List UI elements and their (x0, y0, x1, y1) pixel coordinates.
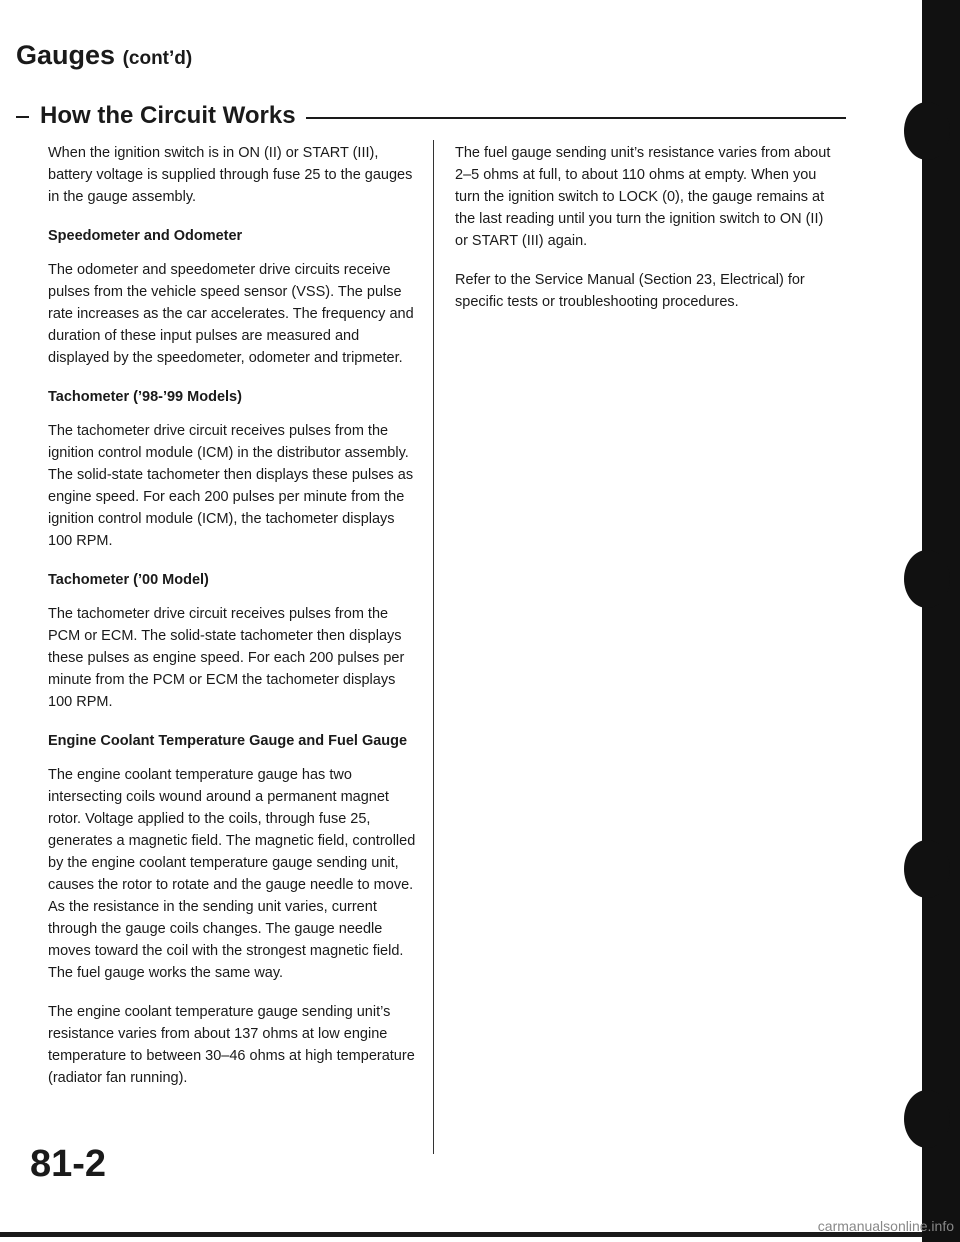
column-divider (433, 140, 434, 1154)
speedometer-paragraph: The odometer and speedometer drive circuits receive pulses from the vehicle speed sensor (VSS). The pulse rate increases as the car accelerates. The frequency and duration of these input pulses are measured and displayed by the speedometer, odometer and tripmeter. (48, 262, 414, 366)
tachometer-98-99-paragraph: The tachometer drive circuit receives pulses from the ignition control module (ICM) in the distributor assembly. The solid-state tachometer then displays these pulses as engine speed. For each 200 pulses per minute from the ignition control module (ICM), the tachometer displays 100 RPM. (48, 423, 414, 549)
section-rule (306, 117, 846, 119)
section-tab-marker (904, 1090, 950, 1148)
section-tab-marker (904, 840, 950, 898)
page-number: 81-2 (30, 1143, 107, 1185)
tachometer-00-heading: Tachometer (’00 Model) (48, 572, 209, 588)
tachometer-00-paragraph: The tachometer drive circuit receives pulses from the PCM or ECM. The solid-state tachometer then displays these pulses as engine speed. For each 200 pulses per minute from the PCM or ECM the tachometer displays 100 RPM. (48, 606, 405, 710)
speedometer-heading: Speedometer and Odometer (48, 228, 243, 244)
intro-paragraph: When the ignition switch is in ON (II) or START (III), battery voltage is supplied through fuse 25 to the gauges in the gauge assembly. (48, 145, 413, 205)
service-manual-reference: Refer to the Service Manual (Section 23, Electrical) for specific tests or troubleshooting procedures. (455, 272, 805, 310)
bottom-rule (0, 1232, 960, 1237)
section-heading: How the Circuit Works (40, 102, 296, 129)
page-title-suffix: (cont’d) (122, 48, 193, 69)
section-tab-marker (904, 102, 950, 160)
coolant-gauge-heading: Engine Coolant Temperature Gauge and Fuel Gauge (48, 733, 408, 749)
binding-edge-bar (922, 0, 960, 1242)
page-title (16, 40, 192, 71)
tachometer-98-99-heading: Tachometer (’98-’99 Models) (48, 389, 242, 405)
coolant-sender-paragraph: The engine coolant temperature gauge sending unit’s resistance varies from about 137 ohms at low engine temperature to between 30–46 ohms at high temperature (radiator fan running). (48, 1004, 415, 1086)
page-title-main: Gauges (16, 40, 116, 70)
left-column (48, 142, 420, 1106)
fuel-sender-paragraph: The fuel gauge sending unit’s resistance varies from about 2–5 ohms at full, to about 110 ohms at empty. When you turn the ignition switch to LOCK (0), the gauge remains at the last reading until you turn the ignition switch to ON (II) or START (III) again. (455, 145, 831, 249)
right-column (455, 142, 837, 330)
coolant-gauge-paragraph: The engine coolant temperature gauge has two intersecting coils wound around a permanent magnet rotor. Voltage applied to the coils, through fuse 25, generates a magnetic field. The magnetic field, controlled by the engine coolant temperature gauge sending unit, causes the rotor to rotate and the gauge needle to move. As the resistance in the sending unit varies, current through the gauge coils changes. The gauge needle moves toward the coil with the strongest magnetic field. The fuel gauge works the same way. (48, 767, 416, 981)
section-dash (16, 116, 29, 118)
section-tab-marker (904, 550, 950, 608)
watermark: carmanualsonline.info (817, 1218, 954, 1234)
